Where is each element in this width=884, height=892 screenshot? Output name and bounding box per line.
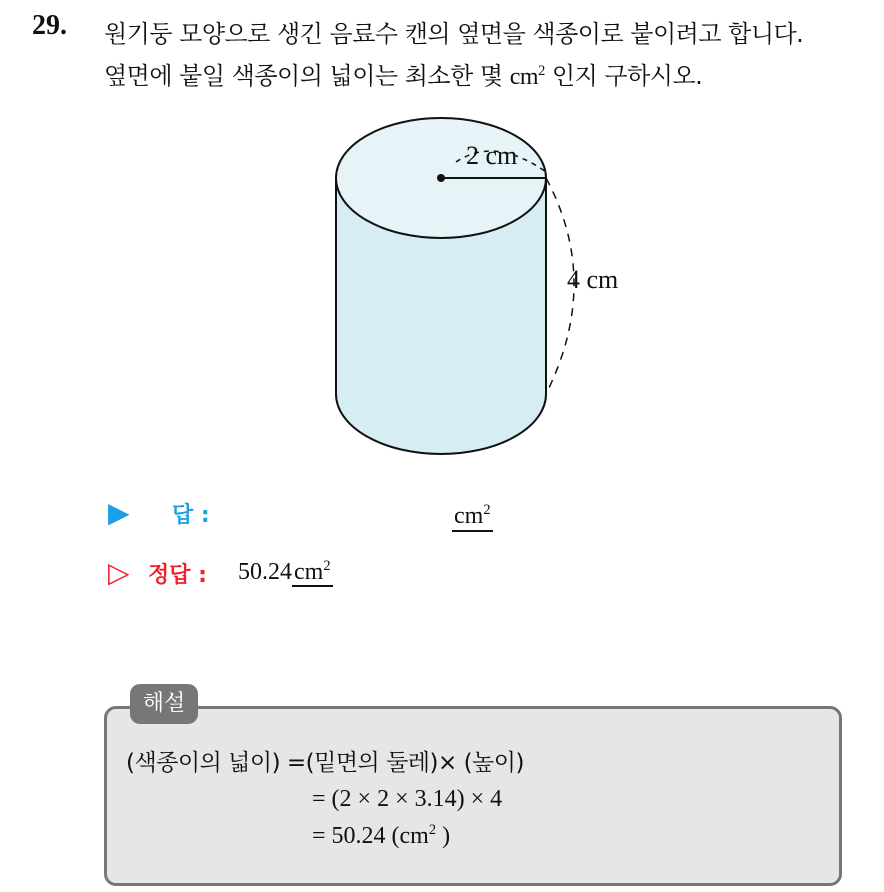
question-text-line1: 원기둥 모양으로 생긴 음료수 캔의 옆면을 색종이로 붙이려고 합니다. [104, 20, 804, 48]
answer-label: 답 : [172, 503, 210, 528]
center-dot [437, 174, 445, 182]
solution-line-2: = (2 × 2 × 3.14) × 4 [312, 786, 503, 812]
height-label: 4 cm [567, 265, 619, 294]
cylinder-diagram [320, 112, 640, 462]
answer-blank[interactable]: $cm^2$ [452, 496, 493, 532]
radius-label: 2 cm [466, 141, 518, 170]
cylinder-figure [320, 112, 640, 466]
answer-row [108, 496, 491, 529]
question-line2-prefix: 옆면에 붙일 색종이의 넓이는 최소한 몇 [104, 62, 503, 90]
question-unit: $cm^2$ [509, 63, 545, 90]
question-number: 29. [32, 10, 67, 41]
solution-line-3: = 50.24 ($cm^2$ ) [312, 822, 451, 849]
outline-triangle-icon: ▷ [108, 556, 130, 589]
correct-answer-label: 정답 : [148, 563, 207, 588]
correct-answer-value: $50.24cm^2$ [238, 558, 331, 585]
question-text-line2 [104, 56, 702, 91]
correct-answer-row [108, 556, 331, 589]
solution-tag: 해설 [130, 684, 198, 724]
play-triangle-icon: ▶ [108, 496, 130, 529]
question-line2-suffix: 인지 구하시오. [551, 62, 703, 90]
solution-line-1: (색종이의 넓이) =(밑면의 둘레)× (높이) [126, 750, 524, 776]
